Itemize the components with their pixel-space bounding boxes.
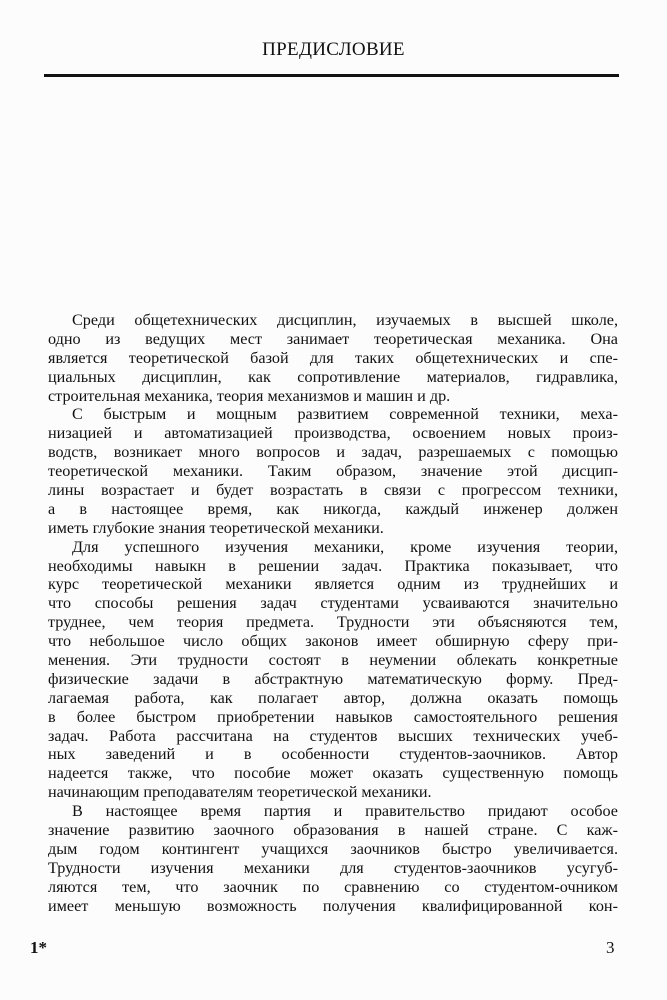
text-line: Трудности изучения механики для студентов-заочников усугуб- bbox=[48, 858, 618, 877]
text-line: дым годом контингент учащихся заочников быстро увеличивается. bbox=[48, 839, 618, 858]
text-line: низацией и автоматизацией производства, освоением новых произ- bbox=[48, 424, 618, 443]
body-text bbox=[48, 311, 618, 916]
text-line: что небольшое число общих законов имеет обширную сферу при- bbox=[48, 632, 618, 651]
text-line: строительная механика, теория механизмов и машин и др. bbox=[48, 386, 451, 405]
text-line: начинающим преподавателям теоретической механики. bbox=[48, 783, 432, 802]
text-line: значение развитию заочного образования в нашей стране. С каж- bbox=[48, 821, 618, 840]
text-line: является теоретической базой для таких общетехнических и спе- bbox=[48, 348, 618, 367]
text-line: имеет меньшую возможность получения квалифицированной кон- bbox=[48, 896, 618, 915]
text-line: водств, возникает много вопросов и задач, разрешаемых с помощью bbox=[48, 443, 618, 462]
paragraph bbox=[48, 405, 618, 537]
text-line: задач. Работа рассчитана на студентов высших технических учеб- bbox=[48, 726, 618, 745]
text-line: в более быстром приобретении навыков самостоятельного решения bbox=[48, 707, 618, 726]
text-line: лины возрастает и будет возрастать в связи с прогрессом техники, bbox=[48, 481, 618, 500]
text-line: лагаемая работа, как полагает автор, должна оказать помощь bbox=[48, 688, 618, 707]
text-line: теоретической механики. Таким образом, значение этой дисцип- bbox=[48, 462, 618, 481]
paragraph bbox=[48, 311, 618, 405]
text-line: ных заведений и в особенности студентов-заочников. Автор bbox=[48, 745, 618, 764]
text-line: ляются тем, что заочник по сравнению со студентом-очником bbox=[48, 877, 618, 896]
text-line: физические задачи в абстрактную математическую форму. Пред- bbox=[48, 669, 618, 688]
paragraph bbox=[48, 538, 618, 802]
text-line: курс теоретической механики является одним из труднейших и bbox=[48, 575, 618, 594]
text-line: одно из ведущих мест занимает теоретическая механика. Она bbox=[48, 329, 618, 348]
signature-mark: 1* bbox=[30, 938, 47, 957]
text-line: менения. Эти трудности состоят в неумении облекать конкретные bbox=[48, 651, 618, 670]
text-line: С быстрым и мощным развитием современной техники, меха- bbox=[72, 405, 618, 424]
text-line: что способы решения задач студентами усваиваются значительно bbox=[48, 594, 618, 613]
page-number: 3 bbox=[606, 938, 615, 957]
text-line: В настоящее время партия и правительство придают особое bbox=[72, 802, 618, 821]
text-line: труднее, чем теория предмета. Трудности эти объясняются тем, bbox=[48, 613, 618, 632]
text-line: Для успешного изучения механики, кроме изучения теории, bbox=[72, 537, 618, 556]
title-rule bbox=[44, 74, 619, 77]
text-line: Среди общетехнических дисциплин, изучаемых в высшей школе, bbox=[72, 311, 618, 329]
text-line: иметь глубокие знания теоретической механики. bbox=[48, 518, 384, 537]
text-line: а в настоящее время, как никогда, каждый инженер должен bbox=[48, 499, 618, 518]
text-line: циальных дисциплин, как сопротивление материалов, гидравлика, bbox=[48, 367, 618, 386]
page-title: ПРЕДИСЛОВИЕ bbox=[262, 39, 405, 60]
text-line: надеется также, что пособие может оказать существенную помощь bbox=[48, 764, 618, 783]
paragraph bbox=[48, 802, 618, 915]
text-line: необходимы навыкн в решении задач. Практика показывает, что bbox=[48, 556, 618, 575]
